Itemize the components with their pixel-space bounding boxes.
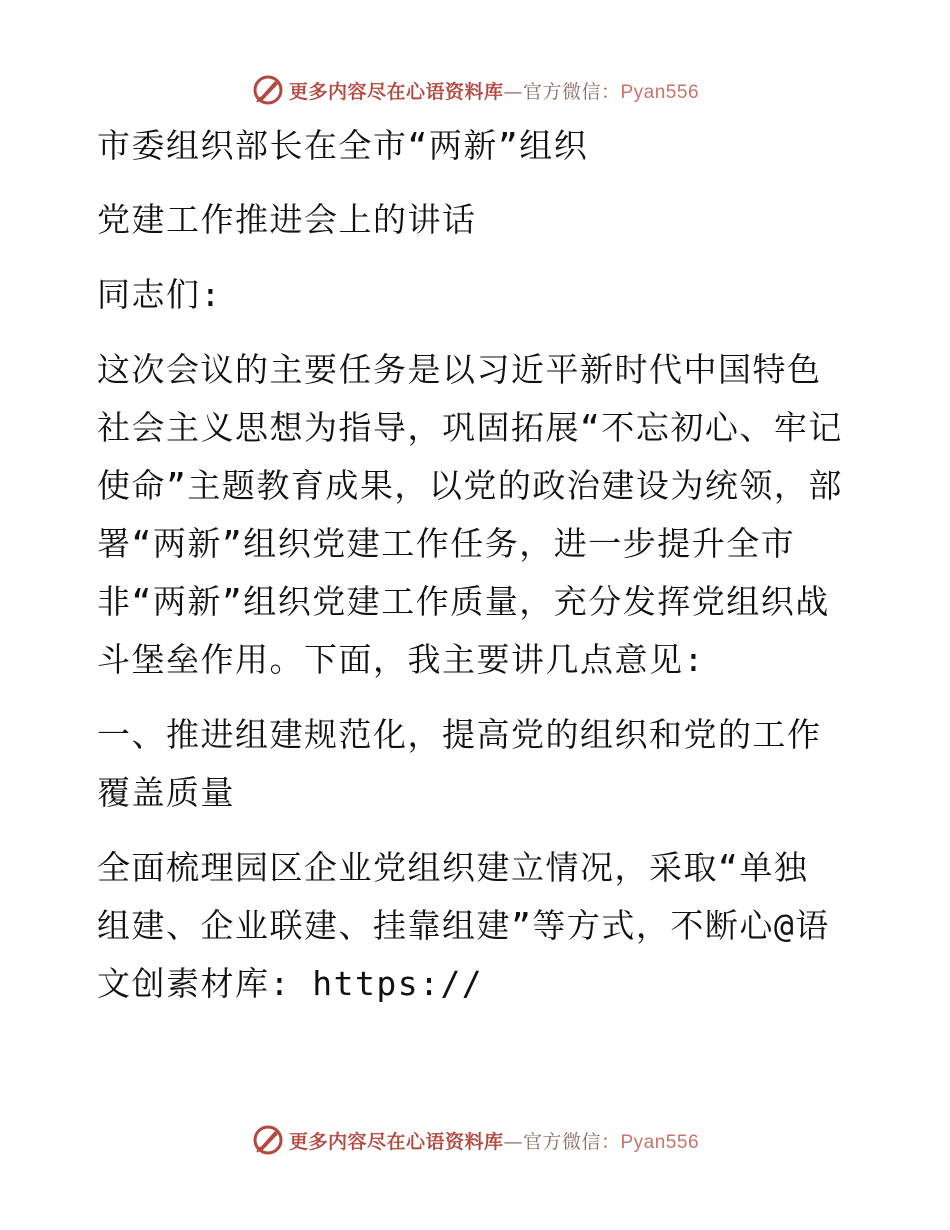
paragraph-line: 全面梳理园区企业党组织建立情况，采取“单独: [97, 848, 809, 887]
paragraph-line: 组建、企业联建、挂靠组建”等方式，不断心@语: [97, 906, 830, 945]
banner-wechat-label: —官方微信：: [503, 80, 621, 103]
paragraph-line: 这次会议的主要任务是以习近平新时代中国特色: [97, 350, 822, 389]
banner-text: [289, 1127, 699, 1154]
banner-site-name: 更多内容尽在心语资料库: [288, 1130, 504, 1153]
footer-watermark-banner: [0, 1120, 950, 1160]
banner-wechat-id: Pyan556: [620, 81, 700, 103]
quill-pen-logo-icon: [251, 73, 285, 107]
section-heading-line: 覆盖质量: [97, 773, 235, 812]
document-title-line-1: 市委组织部长在全市“两新”组织: [97, 126, 589, 165]
section-heading-line: 一、推进组建规范化，提高党的组织和党的工作: [97, 715, 822, 754]
paragraph-line: 文创素材库: https://: [97, 964, 484, 1003]
banner-text: [289, 77, 699, 104]
paragraph-line: 非“两新”组织党建工作质量，充分发挥党组织战: [97, 582, 830, 621]
document-title-line-2: 党建工作推进会上的讲话: [97, 200, 477, 239]
banner-site-name: 更多内容尽在心语资料库: [288, 80, 504, 103]
paragraph-line: 使命”主题教育成果，以党的政治建设为统领，部: [97, 466, 843, 505]
paragraph-line: 署“两新”组织党建工作任务，进一步提升全市: [97, 524, 796, 563]
banner-wechat-label: —官方微信：: [503, 1130, 621, 1153]
quill-pen-logo-icon: [251, 1123, 285, 1157]
header-watermark-banner: [0, 70, 950, 110]
paragraph-line: 社会主义思想为指导，巩固拓展“不忘初心、牢记: [97, 408, 843, 447]
banner-wechat-id: Pyan556: [620, 1131, 700, 1153]
paragraph-line: 斗堡垒作用。下面，我主要讲几点意见:: [97, 640, 705, 679]
salutation: 同志们:: [97, 275, 222, 314]
